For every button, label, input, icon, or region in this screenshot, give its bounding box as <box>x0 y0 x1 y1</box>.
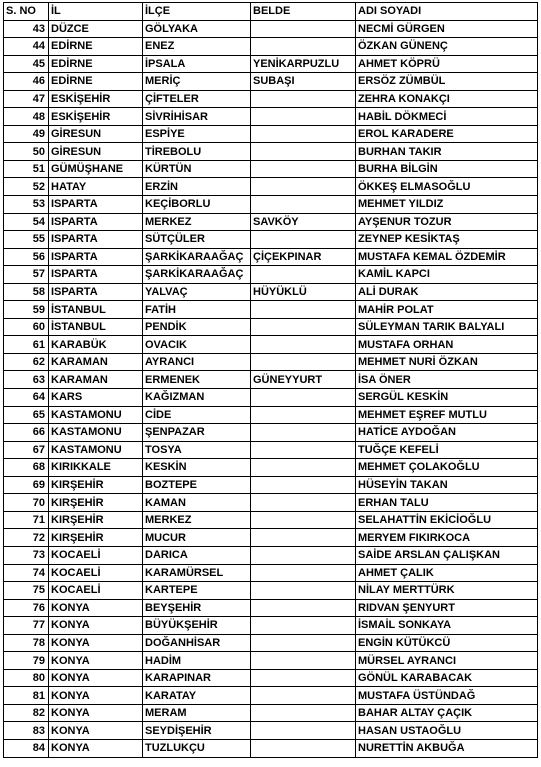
header-il: İL <box>49 3 143 21</box>
cell-belde <box>251 511 356 529</box>
cell-il: KONYA <box>49 669 143 687</box>
cell-ilce: ÇİFTELER <box>143 90 251 108</box>
cell-belde <box>251 143 356 161</box>
cell-il: ISPARTA <box>49 248 143 266</box>
cell-il: KIRŞEHİR <box>49 529 143 547</box>
cell-adi-soyadi: MERYEM FIKIRKOCA <box>356 529 538 547</box>
cell-belde <box>251 564 356 582</box>
cell-adi-soyadi: AHMET ÇALIK <box>356 564 538 582</box>
cell-sno: 76 <box>4 599 49 617</box>
cell-belde <box>251 652 356 670</box>
cell-ilce: KARAPINAR <box>143 669 251 687</box>
cell-belde <box>251 336 356 354</box>
cell-ilce: DOĞANHİSAR <box>143 634 251 652</box>
cell-adi-soyadi: İSA ÖNER <box>356 371 538 389</box>
cell-belde <box>251 459 356 477</box>
cell-adi-soyadi: AHMET KÖPRÜ <box>356 55 538 73</box>
cell-adi-soyadi: BURHAN TAKIR <box>356 143 538 161</box>
cell-adi-soyadi: MEHMET ÇOLAKOĞLU <box>356 459 538 477</box>
cell-belde <box>251 722 356 740</box>
cell-adi-soyadi: KAMİL KAPCI <box>356 266 538 284</box>
cell-adi-soyadi: ZEHRA KONAKÇI <box>356 90 538 108</box>
cell-belde <box>251 90 356 108</box>
table-row <box>4 266 538 284</box>
cell-ilce: ESPİYE <box>143 125 251 143</box>
cell-il: KONYA <box>49 652 143 670</box>
cell-ilce: TUZLUKÇU <box>143 739 251 757</box>
cell-ilce: KESKİN <box>143 459 251 477</box>
cell-adi-soyadi: TUĞÇE KEFELİ <box>356 441 538 459</box>
cell-sno: 83 <box>4 722 49 740</box>
cell-ilce: KAĞIZMAN <box>143 389 251 407</box>
cell-il: DÜZCE <box>49 20 143 38</box>
cell-il: GİRESUN <box>49 143 143 161</box>
cell-ilce: MUCUR <box>143 529 251 547</box>
cell-adi-soyadi: MEHMET EŞREF MUTLU <box>356 406 538 424</box>
cell-adi-soyadi: BURHA BİLGİN <box>356 160 538 178</box>
cell-adi-soyadi: MUSTAFA ÜSTÜNDAĞ <box>356 687 538 705</box>
table-row <box>4 669 538 687</box>
cell-il: EDİRNE <box>49 73 143 91</box>
cell-ilce: MERİÇ <box>143 73 251 91</box>
cell-ilce: SİVRİHİSAR <box>143 108 251 126</box>
table-row <box>4 564 538 582</box>
cell-sno: 84 <box>4 739 49 757</box>
cell-belde: SUBAŞI <box>251 73 356 91</box>
cell-adi-soyadi: ALİ DURAK <box>356 283 538 301</box>
cell-ilce: BOZTEPE <box>143 476 251 494</box>
cell-belde <box>251 178 356 196</box>
cell-sno: 43 <box>4 20 49 38</box>
cell-belde <box>251 301 356 319</box>
cell-belde <box>251 669 356 687</box>
cell-sno: 55 <box>4 231 49 249</box>
cell-ilce: AYRANCI <box>143 353 251 371</box>
cell-il: KIRŞEHİR <box>49 494 143 512</box>
cell-ilce: SÜTÇÜLER <box>143 231 251 249</box>
cell-sno: 49 <box>4 125 49 143</box>
cell-sno: 75 <box>4 582 49 600</box>
cell-ilce: MERAM <box>143 704 251 722</box>
header-adi-soyadi: ADI SOYADI <box>356 3 538 21</box>
table-row <box>4 283 538 301</box>
cell-belde <box>251 20 356 38</box>
cell-sno: 54 <box>4 213 49 231</box>
cell-sno: 58 <box>4 283 49 301</box>
cell-belde <box>251 739 356 757</box>
cell-belde <box>251 353 356 371</box>
cell-adi-soyadi: BAHAR ALTAY ÇAÇIK <box>356 704 538 722</box>
cell-sno: 50 <box>4 143 49 161</box>
cell-ilce: PENDİK <box>143 318 251 336</box>
table-row <box>4 511 538 529</box>
cell-ilce: KEÇİBORLU <box>143 196 251 214</box>
cell-adi-soyadi: HATİCE AYDOĞAN <box>356 424 538 442</box>
table-row <box>4 231 538 249</box>
cell-adi-soyadi: HÜSEYİN TAKAN <box>356 476 538 494</box>
table-row <box>4 722 538 740</box>
table-row <box>4 459 538 477</box>
cell-il: KOCAELİ <box>49 564 143 582</box>
table-row <box>4 178 538 196</box>
table-row <box>4 38 538 56</box>
cell-il: İSTANBUL <box>49 301 143 319</box>
header-sno: S. NO <box>4 3 49 21</box>
cell-il: ISPARTA <box>49 196 143 214</box>
cell-belde <box>251 704 356 722</box>
cell-ilce: HADİM <box>143 652 251 670</box>
cell-adi-soyadi: ERHAN TALU <box>356 494 538 512</box>
cell-adi-soyadi: MEHMET NURİ ÖZKAN <box>356 353 538 371</box>
cell-adi-soyadi: SERGÜL KESKİN <box>356 389 538 407</box>
cell-il: KONYA <box>49 687 143 705</box>
header-ilce: İLÇE <box>143 3 251 21</box>
cell-il: KARABÜK <box>49 336 143 354</box>
cell-belde <box>251 160 356 178</box>
cell-sno: 63 <box>4 371 49 389</box>
cell-sno: 60 <box>4 318 49 336</box>
cell-sno: 53 <box>4 196 49 214</box>
cell-il: KONYA <box>49 722 143 740</box>
cell-adi-soyadi: İSMAİL SONKAYA <box>356 617 538 635</box>
cell-il: KONYA <box>49 704 143 722</box>
cell-il: ESKİŞEHİR <box>49 108 143 126</box>
cell-il: ISPARTA <box>49 231 143 249</box>
cell-adi-soyadi: ERSÖZ ZÜMBÜL <box>356 73 538 91</box>
cell-sno: 46 <box>4 73 49 91</box>
cell-il: KARS <box>49 389 143 407</box>
header-belde: BELDE <box>251 3 356 21</box>
cell-adi-soyadi: GÖNÜL KARABACAK <box>356 669 538 687</box>
cell-belde <box>251 389 356 407</box>
cell-ilce: TİREBOLU <box>143 143 251 161</box>
table-header <box>4 3 538 21</box>
cell-il: KASTAMONU <box>49 424 143 442</box>
cell-adi-soyadi: AYŞENUR TOZUR <box>356 213 538 231</box>
cell-il: GİRESUN <box>49 125 143 143</box>
cell-il: ISPARTA <box>49 283 143 301</box>
cell-il: KONYA <box>49 739 143 757</box>
cell-adi-soyadi: NECMİ GÜRGEN <box>356 20 538 38</box>
cell-ilce: MERKEZ <box>143 213 251 231</box>
table-row <box>4 318 538 336</box>
spreadsheet-table <box>3 2 538 758</box>
table-row <box>4 476 538 494</box>
table-row <box>4 160 538 178</box>
table-row <box>4 90 538 108</box>
cell-belde <box>251 424 356 442</box>
cell-il: KONYA <box>49 599 143 617</box>
cell-sno: 71 <box>4 511 49 529</box>
cell-sno: 45 <box>4 55 49 73</box>
cell-belde <box>251 529 356 547</box>
cell-sno: 57 <box>4 266 49 284</box>
cell-sno: 61 <box>4 336 49 354</box>
cell-sno: 44 <box>4 38 49 56</box>
cell-sno: 69 <box>4 476 49 494</box>
cell-il: EDİRNE <box>49 55 143 73</box>
cell-il: HATAY <box>49 178 143 196</box>
cell-ilce: ŞARKİKARAAĞAÇ <box>143 248 251 266</box>
table-row <box>4 389 538 407</box>
cell-il: KONYA <box>49 617 143 635</box>
cell-sno: 81 <box>4 687 49 705</box>
cell-belde <box>251 406 356 424</box>
cell-adi-soyadi: SAİDE ARSLAN ÇALIŞKAN <box>356 546 538 564</box>
table-row <box>4 196 538 214</box>
table-row <box>4 73 538 91</box>
cell-belde <box>251 196 356 214</box>
cell-adi-soyadi: HASAN USTAOĞLU <box>356 722 538 740</box>
cell-il: KONYA <box>49 634 143 652</box>
cell-adi-soyadi: MEHMET YILDIZ <box>356 196 538 214</box>
cell-adi-soyadi: ÖZKAN GÜNENÇ <box>356 38 538 56</box>
header-row <box>4 3 538 21</box>
table-row <box>4 652 538 670</box>
table-row <box>4 441 538 459</box>
cell-sno: 80 <box>4 669 49 687</box>
table-row <box>4 20 538 38</box>
cell-il: ISPARTA <box>49 266 143 284</box>
cell-adi-soyadi: MUSTAFA ORHAN <box>356 336 538 354</box>
cell-il: KASTAMONU <box>49 441 143 459</box>
cell-ilce: ENEZ <box>143 38 251 56</box>
cell-sno: 79 <box>4 652 49 670</box>
cell-belde: YENİKARPUZLU <box>251 55 356 73</box>
cell-ilce: FATİH <box>143 301 251 319</box>
cell-sno: 74 <box>4 564 49 582</box>
cell-il: KOCAELİ <box>49 546 143 564</box>
table-row <box>4 739 538 757</box>
cell-belde <box>251 266 356 284</box>
cell-ilce: KARAMÜRSEL <box>143 564 251 582</box>
cell-belde <box>251 546 356 564</box>
cell-ilce: SEYDİŞEHİR <box>143 722 251 740</box>
table-row <box>4 687 538 705</box>
table-row <box>4 55 538 73</box>
cell-sno: 65 <box>4 406 49 424</box>
cell-sno: 66 <box>4 424 49 442</box>
cell-sno: 59 <box>4 301 49 319</box>
cell-adi-soyadi: RIDVAN ŞENYURT <box>356 599 538 617</box>
cell-adi-soyadi: SÜLEYMAN TARIK BALYALI <box>356 318 538 336</box>
table-row <box>4 704 538 722</box>
cell-il: KIRŞEHİR <box>49 511 143 529</box>
cell-il: KIRIKKALE <box>49 459 143 477</box>
cell-il: ISPARTA <box>49 213 143 231</box>
table-row <box>4 582 538 600</box>
cell-belde <box>251 476 356 494</box>
cell-adi-soyadi: MAHİR POLAT <box>356 301 538 319</box>
cell-belde <box>251 231 356 249</box>
cell-belde: GÜNEYYURT <box>251 371 356 389</box>
cell-sno: 73 <box>4 546 49 564</box>
table-row <box>4 546 538 564</box>
cell-sno: 67 <box>4 441 49 459</box>
table-row <box>4 248 538 266</box>
table-row <box>4 494 538 512</box>
table-row <box>4 617 538 635</box>
table-row <box>4 599 538 617</box>
cell-ilce: MERKEZ <box>143 511 251 529</box>
cell-belde <box>251 108 356 126</box>
cell-ilce: ERMENEK <box>143 371 251 389</box>
table-row <box>4 634 538 652</box>
cell-belde <box>251 617 356 635</box>
cell-ilce: KAMAN <box>143 494 251 512</box>
cell-adi-soyadi: NİLAY MERTTÜRK <box>356 582 538 600</box>
cell-sno: 56 <box>4 248 49 266</box>
cell-ilce: YALVAÇ <box>143 283 251 301</box>
table-row <box>4 424 538 442</box>
table-row <box>4 336 538 354</box>
cell-sno: 51 <box>4 160 49 178</box>
cell-sno: 62 <box>4 353 49 371</box>
table-row <box>4 301 538 319</box>
cell-belde <box>251 441 356 459</box>
cell-ilce: GÖLYAKA <box>143 20 251 38</box>
cell-ilce: KARATAY <box>143 687 251 705</box>
table-row <box>4 143 538 161</box>
table-row <box>4 406 538 424</box>
table-row <box>4 353 538 371</box>
cell-ilce: KARTEPE <box>143 582 251 600</box>
cell-belde <box>251 318 356 336</box>
cell-sno: 48 <box>4 108 49 126</box>
cell-ilce: DARICA <box>143 546 251 564</box>
cell-il: İSTANBUL <box>49 318 143 336</box>
cell-belde: ÇİÇEKPINAR <box>251 248 356 266</box>
cell-belde: SAVKÖY <box>251 213 356 231</box>
cell-ilce: BÜYÜKŞEHİR <box>143 617 251 635</box>
cell-il: ESKİŞEHİR <box>49 90 143 108</box>
cell-ilce: ŞARKİKARAAĞAÇ <box>143 266 251 284</box>
cell-ilce: ŞENPAZAR <box>143 424 251 442</box>
table-row <box>4 371 538 389</box>
cell-belde <box>251 38 356 56</box>
cell-ilce: ERZİN <box>143 178 251 196</box>
cell-ilce: CİDE <box>143 406 251 424</box>
cell-sno: 64 <box>4 389 49 407</box>
cell-belde: HÜYÜKLÜ <box>251 283 356 301</box>
table-row <box>4 529 538 547</box>
cell-belde <box>251 687 356 705</box>
cell-belde <box>251 634 356 652</box>
cell-adi-soyadi: ENGİN KÜTÜKCÜ <box>356 634 538 652</box>
cell-sno: 72 <box>4 529 49 547</box>
cell-belde <box>251 599 356 617</box>
cell-adi-soyadi: NURETTİN AKBUĞA <box>356 739 538 757</box>
cell-il: EDİRNE <box>49 38 143 56</box>
table-row <box>4 213 538 231</box>
cell-belde <box>251 494 356 512</box>
cell-sno: 70 <box>4 494 49 512</box>
cell-sno: 77 <box>4 617 49 635</box>
cell-sno: 82 <box>4 704 49 722</box>
cell-il: KARAMAN <box>49 371 143 389</box>
cell-adi-soyadi: ZEYNEP KESİKTAŞ <box>356 231 538 249</box>
cell-belde <box>251 582 356 600</box>
cell-il: KASTAMONU <box>49 406 143 424</box>
table-body <box>4 20 538 757</box>
cell-il: KARAMAN <box>49 353 143 371</box>
table-row <box>4 108 538 126</box>
cell-adi-soyadi: MÜRSEL AYRANCI <box>356 652 538 670</box>
cell-il: GÜMÜŞHANE <box>49 160 143 178</box>
cell-ilce: TOSYA <box>143 441 251 459</box>
cell-ilce: OVACIK <box>143 336 251 354</box>
cell-sno: 78 <box>4 634 49 652</box>
cell-ilce: BEYŞEHİR <box>143 599 251 617</box>
cell-sno: 47 <box>4 90 49 108</box>
cell-il: KOCAELİ <box>49 582 143 600</box>
cell-sno: 52 <box>4 178 49 196</box>
cell-ilce: KÜRTÜN <box>143 160 251 178</box>
cell-ilce: İPSALA <box>143 55 251 73</box>
cell-adi-soyadi: ÖKKEŞ ELMASOĞLU <box>356 178 538 196</box>
cell-il: KIRŞEHİR <box>49 476 143 494</box>
cell-adi-soyadi: HABİL DÖKMECİ <box>356 108 538 126</box>
cell-adi-soyadi: SELAHATTİN EKİCİOĞLU <box>356 511 538 529</box>
cell-belde <box>251 125 356 143</box>
cell-sno: 68 <box>4 459 49 477</box>
cell-adi-soyadi: EROL KARADERE <box>356 125 538 143</box>
table-row <box>4 125 538 143</box>
cell-adi-soyadi: MUSTAFA KEMAL ÖZDEMİR <box>356 248 538 266</box>
